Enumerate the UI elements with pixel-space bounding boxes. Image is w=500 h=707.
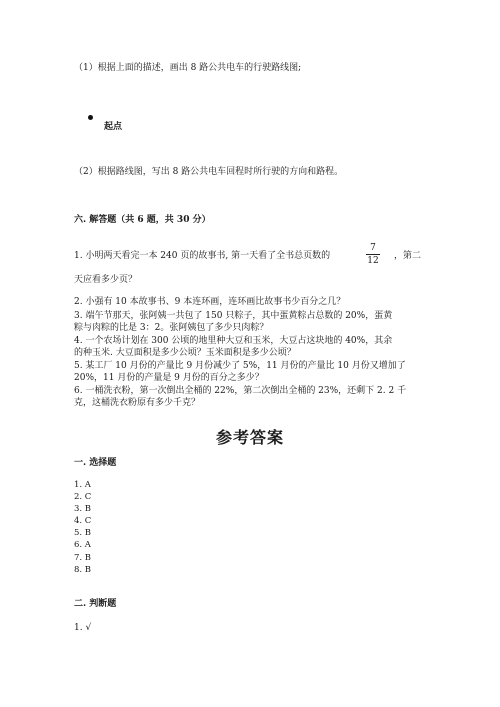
answer-item: 6. A <box>74 540 91 551</box>
answer-item: 3. B <box>74 504 92 515</box>
problem-1-line-1: 1. 小明两天看完一本 240 页的故事书, 第一天看了全书总页数的 <box>74 251 331 261</box>
problem-1-line-2: 天应看多少页？ <box>74 275 138 285</box>
answer-item: 8. B <box>74 564 92 575</box>
problem-6-line-2: 克，这桶洗衣粉原有多少千克？ <box>74 398 201 408</box>
start-label: 起点 <box>104 122 123 132</box>
section-6-heading: 六. 解答题（共 6 题，共 30 分） <box>74 215 211 225</box>
question-1-instruction: （1）根据上面的描述，画出 8 路公共电车的行驶路线图; <box>74 63 302 73</box>
problem-4-line-1: 4. 一个农场计划在 300 公顷的地里种大豆和玉米，大豆占这块地的 40%，其余 <box>74 336 393 346</box>
answers-title: 参考答案 <box>215 428 284 447</box>
problem-2: 2. 小强有 10 本故事书、9 本连环画，连环画比故事书少百分之几？ <box>74 297 346 307</box>
problem-1-tail: ，第二 <box>394 251 422 261</box>
answer-item: 1. A <box>74 480 91 490</box>
answer-item: 4. C <box>74 516 92 527</box>
question-2-instruction: （2）根据路线图，写出 8 路公共电车回程时所行驶的方向和路程。 <box>74 167 344 177</box>
answer-item: 2. C <box>74 492 92 503</box>
answers-section-2-heading: 二. 判断题 <box>74 599 117 609</box>
start-point-dot <box>88 115 93 120</box>
answers-choice-list <box>74 479 91 576</box>
problem-6-line-1: 6. 一桶洗衣粉，第一次倒出全桶的 22%，第二次倒出全桶的 23%，还剩下 2. 2 千 <box>74 386 407 396</box>
problem-3-line-2: 粽与肉粽的比是 3：2。张阿姨包了多少只肉粽？ <box>74 323 269 333</box>
fraction-bar <box>366 254 380 255</box>
problem-5-line-1: 5. 某工厂 10 月份的产量比 9 月份减少了 5%，11 月份的产量比 10 月份又增加了 <box>74 361 406 371</box>
problem-5-line-2: 20%，11 月份的产量是 9 月份的百分之多少？ <box>74 373 264 383</box>
fraction-7-12 <box>366 243 380 266</box>
problem-3-line-1: 3. 端午节那天，张阿姨一共包了 150 只粽子，其中蛋黄粽占总数的 20%，蛋黄 <box>74 311 393 321</box>
answer-item: 7. B <box>74 552 92 563</box>
answers-section-1-heading: 一. 选择题 <box>74 458 117 468</box>
answer-item: 1. √ <box>74 623 92 633</box>
answer-item: 5. B <box>74 528 92 539</box>
fraction-denominator: 12 <box>367 256 379 266</box>
fraction-numerator: 7 <box>370 243 376 253</box>
problem-4-line-2: 的种玉米. 大豆面积是多少公顷？玉米面积是多少公顷？ <box>74 348 296 358</box>
